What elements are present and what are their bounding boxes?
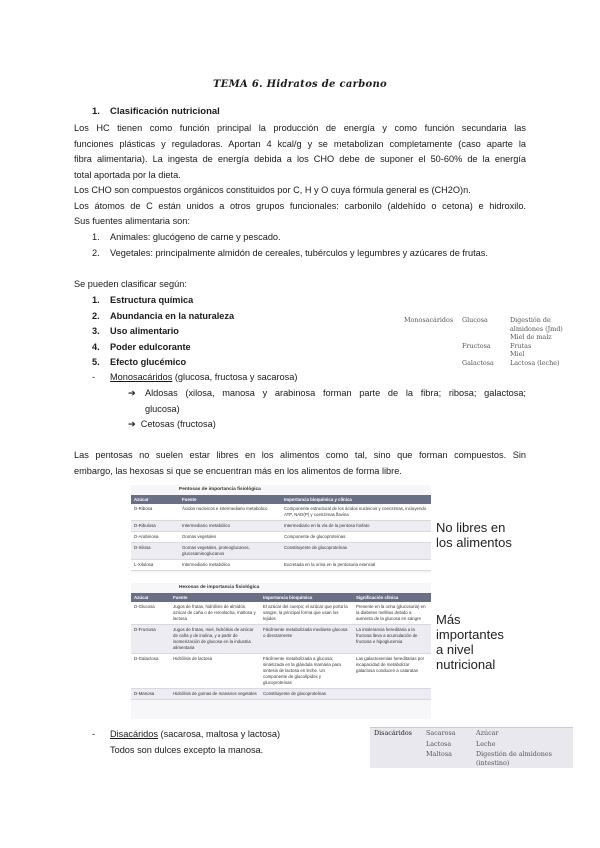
table-cell: Constituyente de glucoproteínas — [260, 689, 353, 700]
list-number: 2. — [92, 247, 100, 258]
table-cell: Fructosa — [462, 341, 491, 350]
table-cell: La intolerancia hereditaria a la fructosa lleva a acumulación de fructosa e hipoglucemia — [353, 625, 431, 654]
side-note-importantes — [436, 612, 504, 672]
table-cell: Disacáridos — [374, 729, 412, 737]
disac-label: Disacáridos — [110, 729, 158, 739]
list-item — [92, 355, 352, 371]
criteria-list — [92, 293, 352, 371]
dash-bullet: - — [92, 729, 96, 739]
paragraph-hc — [74, 121, 526, 230]
paragraph-line: funciones plásticas y reguladoras. Aportan 4 kcal/g y se metabolizan completamente (caso aparte la — [74, 138, 526, 149]
table-caption: Hexosas de importancia fisiológica — [179, 585, 260, 590]
side-note-line: Más — [436, 612, 461, 627]
list-item — [92, 324, 352, 340]
aldosas-text-cont: glucosa) — [145, 403, 180, 414]
list-text: Estructura química — [110, 295, 194, 305]
table-cell: Lactosa (leche) — [510, 358, 560, 367]
monosacaridos-table — [400, 316, 575, 367]
table-row — [131, 560, 431, 571]
paragraph-line: total aportada por la dieta. — [74, 169, 181, 180]
table-cell — [370, 749, 422, 768]
list-number: 3. — [92, 326, 100, 336]
table-cell: D-Manosa — [131, 689, 170, 700]
list-item — [92, 340, 352, 356]
table-cell: Componente de glucoproteínas — [281, 532, 431, 543]
cetosas-item — [128, 417, 216, 433]
list-number: 5. — [92, 357, 100, 367]
list-number: 4. — [92, 341, 100, 352]
disacaridos-line — [92, 727, 280, 743]
table-row — [370, 749, 573, 768]
table-cell — [458, 350, 506, 359]
column-header: Significación clínica — [353, 593, 431, 602]
mini-table — [370, 728, 573, 768]
disacaridos-table — [370, 727, 573, 768]
table-cell — [400, 359, 458, 368]
table-cell: Glucosa — [462, 316, 488, 324]
list-text: Uso alimentario — [110, 326, 179, 336]
side-note-line: los alimentos — [436, 535, 512, 550]
table-cell — [400, 350, 458, 359]
disac-rest: (sacarosa, maltosa y lactosa) — [158, 729, 281, 739]
table-cell: Sacarosa — [426, 729, 456, 737]
table-cell — [370, 739, 422, 750]
list-number: 1. — [92, 295, 100, 305]
list-item — [92, 230, 532, 246]
column-header: Importancia bioquímica — [260, 593, 353, 602]
table-row — [131, 689, 431, 700]
table-cell: Excretada en la orina en la pentosuria esencial — [281, 560, 431, 571]
table-row — [131, 625, 431, 654]
mono-rest: (glucosa, fructosa y sacarosa) — [172, 372, 298, 382]
table-cell: D-Fructosa — [131, 625, 170, 654]
table-row — [400, 350, 575, 359]
table-cell: Miel de malz — [510, 333, 552, 341]
list-number: 2. — [92, 310, 100, 321]
table-row — [400, 316, 575, 333]
table-cell: Fácilmente metabolizada mediante glucosa o directamente — [260, 625, 353, 654]
table-cell: Hidrólisis de lactosa — [170, 654, 260, 689]
arrow-icon: ➔ — [128, 388, 136, 398]
table-row — [131, 654, 431, 689]
side-note-line: importantes — [436, 627, 504, 642]
mini-table — [400, 316, 575, 367]
paragraph-line: embargo, las hexosas si que se encuentran más en los alimentos de forma libre. — [74, 465, 402, 476]
paragraph-pentosas — [74, 448, 526, 479]
list-item — [92, 246, 532, 262]
table-cell: Monosacáridos — [404, 316, 454, 324]
table-row — [131, 504, 431, 521]
table-cell: Azúcar — [476, 729, 499, 737]
column-header: Fuente — [179, 495, 281, 504]
table-cell: Ácidos nucleicos e intermediario metabólico — [179, 504, 281, 521]
sources-list — [92, 230, 532, 261]
table-cell: D-Glucosa — [131, 602, 170, 625]
list-text: Animales: glucógeno de carne y pescado. — [110, 232, 281, 242]
list-text: Abundancia en la naturaleza — [110, 310, 235, 321]
table-cell: Las galactosemias hereditarias por incapacidad de metabolizar galactosa conducen a cataratas — [353, 654, 431, 689]
side-note-no-libres — [436, 520, 512, 550]
paragraph-line: Los HC tienen como función principal la producción de energía y como función secundaria las — [74, 123, 526, 133]
hexosas-table — [131, 593, 431, 700]
table-row — [400, 359, 575, 368]
table-row — [131, 532, 431, 543]
column-header: Azúcar — [131, 593, 170, 602]
cetosas-text: Cetosas (fructosa) — [140, 419, 216, 429]
table-cell: Fácilmente metabolizada a glucosa; sintetizada en la glándula mamaria para síntesis de lactosa en leche. Un componente de glucolípidos y glucoproteínas — [260, 654, 353, 689]
table-cell: Digestión de almidones (intestino) — [476, 750, 552, 767]
pentosas-table-image — [131, 485, 431, 573]
table-cell: El azúcar del cuerpo; el azúcar que porta la sangre; la principal forma que usan los tejidos — [260, 602, 353, 625]
side-note-line: nutricional — [436, 657, 496, 672]
table-cell — [400, 333, 458, 342]
classify-intro: Se pueden clasificar según: — [74, 279, 187, 289]
list-number: 1. — [92, 232, 100, 242]
table-cell: D-Xilosa — [131, 543, 179, 560]
table-row — [131, 543, 431, 560]
paragraph-cho: Los CHO son compuestos orgánicos constituidos por C, H y O cuya fórmula general es (CH2O)n. — [74, 185, 471, 195]
table-cell: Constituyente de glucoproteínas — [281, 543, 431, 560]
table-cell: Intermediario metabólico — [179, 560, 281, 571]
section-heading — [92, 106, 220, 117]
column-header: Fuente — [170, 593, 260, 602]
section-heading-text: Clasificación nutricional — [110, 106, 220, 117]
list-text: Poder edulcorante — [110, 341, 191, 352]
pentosas-table — [131, 495, 431, 571]
table-cell: Maltosa — [426, 750, 452, 758]
table-cell — [458, 333, 506, 342]
table-header-row — [131, 495, 431, 504]
side-note-line: No libres en — [436, 520, 506, 535]
paragraph-line: Los átomos de C están unidos a otros grupos funcionales: carbonilo (aldehído o cetona) e hidroxilo. — [74, 200, 526, 211]
list-item — [92, 293, 352, 309]
table-cell: Jugos de frutas, miel, hidrólisis de azúcar de caña y de inulina, y a partir de isomerización de glucosa en la industria alimentaria — [170, 625, 260, 654]
table-cell: D-Arabinosa — [131, 532, 179, 543]
table-cell — [353, 689, 431, 700]
paragraph-line: Sus fuentes alimentaria son: — [74, 216, 190, 226]
table-cell: Presente en la orina (glucosuria) en la diabetes mellitus debido a aumento de la glucosa en sangre — [353, 602, 431, 625]
table-row — [131, 521, 431, 532]
table-cell: Digestión de almidones (Jmd) — [510, 316, 563, 333]
table-caption: Pentosas de importancia fisiológica — [179, 487, 261, 492]
table-cell: Gomas vegetales, proteoglucanos, glucosaminoglucanos — [179, 543, 281, 560]
table-cell: Jugos de frutas, hidrólisis de almidón, azúcar de caña o de remolacha, maltosa y lactosa — [170, 602, 260, 625]
page-title: TEMA 6. Hidratos de carbono — [212, 79, 388, 90]
paragraph-line: fibra alimentaria). La ingesta de energía debida a los CHO debe de suponer el 50-60% de la energía — [74, 154, 526, 164]
side-note-line: a nivel — [436, 642, 474, 657]
hexosas-table-image — [131, 583, 431, 719]
mono-line — [92, 370, 297, 386]
table-cell: D-Ribosa — [131, 504, 179, 521]
table-cell: L-Xilulosa — [131, 560, 179, 571]
paragraph-line: Las pentosas no suelen estar libres en los alimentos como tal, sino que forman compuestos. Sin — [74, 450, 526, 460]
table-row — [400, 342, 575, 351]
aldosas-item — [128, 386, 526, 417]
column-header: Azúcar — [131, 495, 179, 504]
list-item — [92, 309, 352, 325]
table-row — [400, 333, 575, 342]
table-cell: Gomas vegetales — [179, 532, 281, 543]
table-cell: Frutas — [510, 341, 532, 350]
table-cell: D-Galactosa — [131, 654, 170, 689]
disac-note: Todos son dulces excepto la manosa. — [110, 745, 264, 755]
table-cell: Miel — [510, 350, 525, 358]
table-row — [131, 602, 431, 625]
table-cell: Hidrólisis de gomas de mananos vegetales — [170, 689, 260, 700]
table-row — [370, 728, 573, 739]
table-cell: Intermediario en la vía de la pentosa fosfato — [281, 521, 431, 532]
table-row — [370, 739, 573, 750]
table-cell: Lactosa — [426, 739, 452, 748]
dash-bullet: - — [92, 372, 96, 382]
column-header: Importancia bioquímica y clínica — [281, 495, 431, 504]
table-cell: D-Ribulosa — [131, 521, 179, 532]
table-cell: Galactosa — [462, 358, 494, 367]
aldosas-text: Aldosas (xilosa, manosa y arabinosa forman parte de la fibra; ribosa; galactosa; — [145, 388, 526, 398]
table-cell: Leche — [476, 739, 496, 748]
section-number: 1. — [92, 106, 100, 117]
table-cell: Intermediario metabólico — [179, 521, 281, 532]
table-cell: Componente estructural de los ácidos nucleicos y coenzimas, incluyendo ATP, NAD(P) y coenzimas flavina — [281, 504, 431, 521]
list-text: Vegetales: principalmente almidón de cereales, tubérculos y legumbres y azúcares de frutas. — [110, 247, 488, 258]
table-header-row — [131, 593, 431, 602]
arrow-icon: ➔ — [128, 419, 136, 429]
list-text: Efecto glucémico — [110, 357, 187, 367]
table-cell — [400, 342, 458, 351]
mono-label: Monosacáridos — [110, 372, 173, 382]
